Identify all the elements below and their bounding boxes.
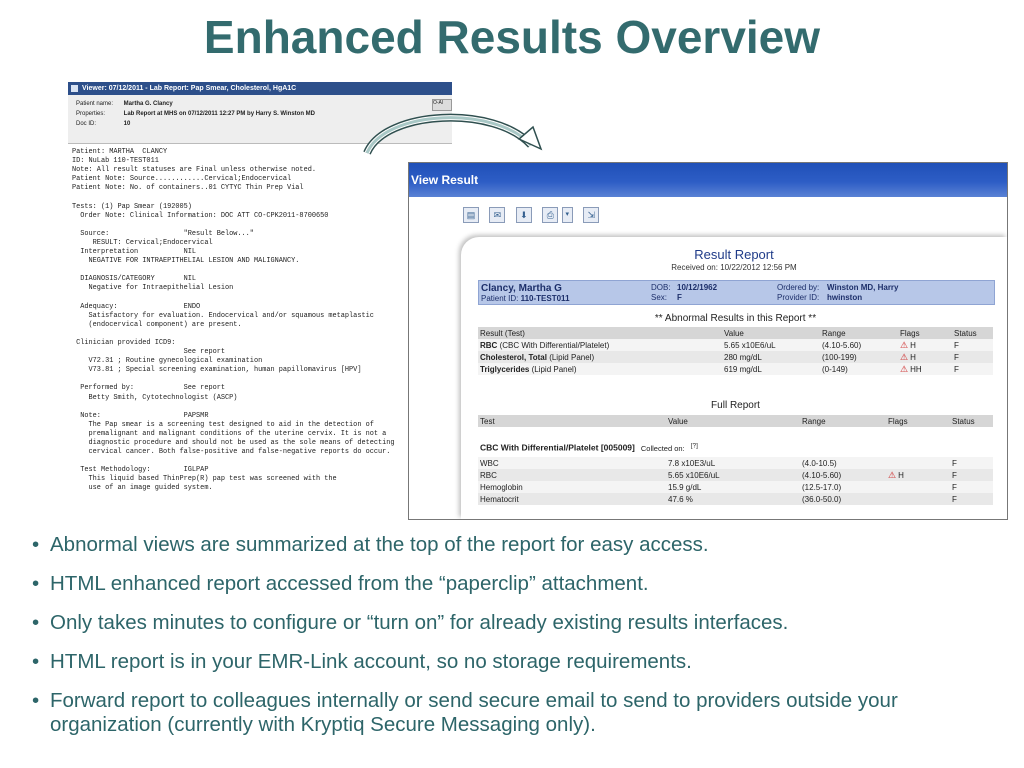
report-text: Patient: MARTHA CLANCY ID: NuLab 110-TEST011 Note: All result statuses are Final unless otherwise noted. Patient Note: Source............Cervical;Endocervical Patient Note: No. of containers..01 CYTYC Thin Prep Vial Tests: (1) Pap Smear (192005) Order Note: Clinical Information: DOC ATT CO-CPK2011-8700650 Source: "Result Below..." RESULT: Cervical;Endocervical Interpretation NIL NEGATIVE FOR INTRAEPITHELIAL LESION AND MALIGNANCY. DIAGNOSIS/CATEGORY NIL Negative for Intraepithelial Lesion Adequacy: ENDO Satisfactory for evaluation. Endocervical and/or squamous metaplastic (endocervical component) are present. Clinician provided ICD9: See report V72.31 ; Routine gynecological examination V73.81 ; Special screening examination, human papillomavirus [HPV] Performed by: See report Betty Smith, Cytotechnologist (ASCP) Note: PAPSMR The Pap smear is a screening test designed to aid in the detection of premalignant and malignant conditions of the uterine cervix. It is not a diagnostic procedure and should not be used as the sole means of detecting cervical cancer. Both false-positive and false-negative reports do occur. Test Methodology: IGLPAP This liquid based ThinPrep(R) pap test was screened with the use of an image guided system. <box>72 148 395 493</box>
bullet-item: • Only takes minutes to configure or “turn on” for already existing results interfaces. <box>32 611 789 634</box>
table-row: Hematocrit 47.6 % (36.0-50.0) F <box>478 493 993 505</box>
toolbar <box>463 207 605 225</box>
print-preview-icon[interactable]: ▤ <box>463 207 479 223</box>
table-row: Hemoglobin 15.9 g/dL (12.5-17.0) F <box>478 481 993 493</box>
print-icon[interactable]: ⎙ <box>542 207 558 223</box>
warning-icon: ⚠ <box>900 351 909 362</box>
table-row: Triglycerides (Lipid Panel) 619 mg/dL (0-149) ⚠ HH F <box>478 363 993 375</box>
table-row: RBC 5.65 x10E6/uL (4.10-5.60) ⚠ H F <box>478 469 993 481</box>
full-report-header <box>478 415 993 427</box>
dob-sex: DOB: 10/12/1962 Sex: F <box>651 283 718 302</box>
email-icon[interactable]: ✉ <box>489 207 505 223</box>
table-row: WBC 7.8 x10E3/uL (4.0-10.5) F <box>478 457 993 469</box>
table-header: Result (Test) Value Range Flags Status <box>478 327 993 339</box>
bullet-item: • Abnormal views are summarized at the top of the report for easy access. <box>32 533 709 556</box>
bullet-item: • HTML enhanced report accessed from the “paperclip” attachment. <box>32 572 649 595</box>
table-row: Cholesterol, Total (Lipid Panel) 280 mg/dL (100-199) ⚠ H F <box>478 351 993 363</box>
table-header: Test Value Range Flags Status <box>478 415 993 427</box>
received-on: Received on: 10/22/2012 12:56 PM <box>671 263 797 272</box>
ordered-provider: Ordered by: Winston MD, Harry Provider ID: hwinston <box>777 283 899 302</box>
save-icon[interactable]: ⬇ <box>516 207 532 223</box>
bullet-item: • HTML report is in your EMR-Link account, so no storage requirements. <box>32 650 692 673</box>
abnormal-results-title: ** Abnormal Results in this Report ** <box>654 313 817 324</box>
properties-label: Properties: <box>76 111 106 117</box>
warning-icon: ⚠ <box>888 469 897 480</box>
result-report-document <box>461 237 1007 519</box>
window-icon <box>71 85 78 92</box>
properties-value: Lab Report at MHS on 07/12/2011 12:27 PM by Harry S. Winston MD <box>123 111 316 117</box>
table-row: RBC (CBC With Differential/Platelet) 5.65 x10E6/uL (4.10-5.60) ⚠ H F <box>478 339 993 351</box>
report-title: Result Report <box>694 247 774 262</box>
patient-id: Patient ID: 110-TEST011 <box>481 294 570 303</box>
viewer-title: Viewer: 07/12/2011 - Lab Report: Pap Smear, Cholesterol, HgA1C <box>82 85 297 92</box>
dropdown-icon[interactable]: ▾ <box>562 207 573 223</box>
viewer-titlebar <box>68 82 452 95</box>
warning-icon: ⚠ <box>900 363 909 374</box>
abnormal-results-table <box>478 327 993 375</box>
view-result-titlebar: View Result <box>409 163 1007 197</box>
slide-title: Enhanced Results Overview <box>203 11 821 63</box>
bullet-item: • Forward report to colleagues internally or send secure email to send to providers outside your organization (currently with Kryptiq Secure Messaging only). <box>32 689 898 736</box>
doc-id: 10 <box>123 121 131 127</box>
patient-name-label: Patient name: <box>76 101 114 107</box>
patient-name: Clancy, Martha G <box>481 283 562 294</box>
viewer-action-button[interactable]: O-Al <box>432 99 452 111</box>
bullet-list <box>32 533 1002 752</box>
warning-icon: ⚠ <box>900 339 909 350</box>
patient-name: Martha G. Clancy <box>123 101 173 107</box>
test-group-heading: CBC With Differential/Platelet [005009] Collected on: [?] <box>480 442 698 453</box>
curved-arrow-icon <box>355 105 545 165</box>
full-report-table <box>478 457 993 505</box>
view-result-window <box>408 162 1008 520</box>
patient-info-box <box>478 280 995 305</box>
full-report-title: Full Report <box>711 400 760 411</box>
doc-id-label: Doc ID: <box>76 121 97 127</box>
export-icon[interactable]: ⇲ <box>583 207 599 223</box>
